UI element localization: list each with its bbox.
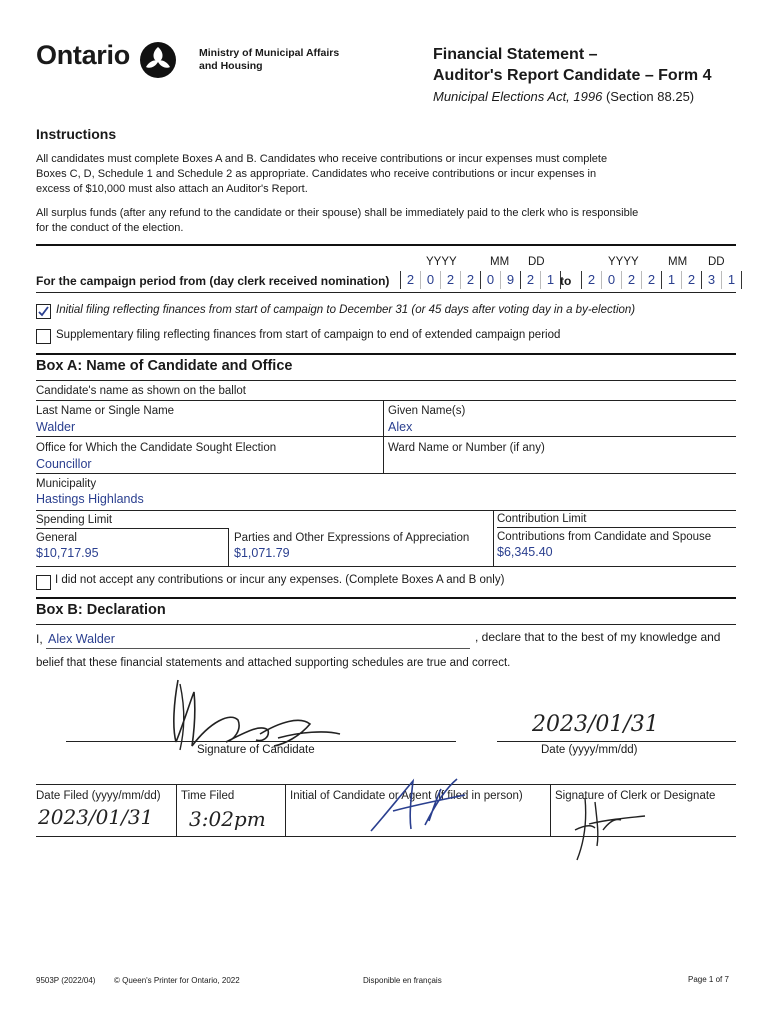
end-day-digit[interactable]: 1 [722,271,742,289]
start-year-digit[interactable]: 0 [421,271,441,289]
declaration-text: belief that these financial statements and attached supporting schedules are true and correct. [36,657,511,669]
text-line: for the conduct of the election. [36,222,184,234]
divider [36,292,736,293]
parties-label: Parties and Other Expressions of Appreciation [234,532,470,544]
date-line [497,741,736,742]
ministry-name [199,47,339,73]
ministry-line: and Housing [199,60,263,72]
divider [36,380,736,381]
divider [36,528,228,529]
instructions-heading: Instructions [36,126,117,142]
start-date-field[interactable] [400,271,561,289]
act-reference [433,89,694,104]
divider [36,836,736,837]
divider [36,436,736,437]
declaration-date-label: Date (yyyy/mm/dd) [541,744,638,756]
start-year-digit[interactable]: 2 [441,271,461,289]
act-section: (Section 88.25) [605,89,695,104]
divider [383,400,384,436]
box-b-heading: Box B: Declaration [36,602,166,618]
divider [493,510,494,566]
parties-limit-field[interactable]: $1,071.79 [234,546,290,560]
last-name-label: Last Name or Single Name [36,405,175,417]
spending-limit-label: Spending Limit [36,514,113,526]
clerk-signature-label: Signature of Clerk or Designate [555,790,716,802]
divider [36,353,736,355]
end-year-digit[interactable]: 2 [642,271,662,289]
yyyy-header: YYYY [608,256,639,268]
divider [36,566,736,567]
end-year-digit[interactable]: 2 [622,271,642,289]
start-day-digit[interactable]: 2 [521,271,541,289]
page-number: Page 1 of 7 [688,975,729,984]
divider [36,624,736,625]
divider [36,244,736,246]
clerk-signature[interactable] [565,790,655,865]
french-availability: Disponible en français [363,976,442,985]
end-month-digit[interactable]: 1 [662,271,682,289]
candidate-signature-label: Signature of Candidate [197,744,315,756]
copyright-notice: © Queen's Printer for Ontario, 2022 [114,976,240,985]
contrib-candidate-spouse-label: Contributions from Candidate and Spouse [497,531,712,543]
name-underline [46,648,470,649]
text-line: All candidates must complete Boxes A and B. Candidates who receive contributions or incur expenses must complete [36,153,608,165]
divider [550,784,551,836]
divider [383,436,384,473]
no-contributions-label: I did not accept any contributions or incur any expenses. (Complete Boxes A and B only) [55,574,505,586]
date-filed-field[interactable]: 2023/01/31 [38,805,154,829]
campaign-period-label: For the campaign period from (day clerk received nomination) [36,274,390,288]
end-year-digit[interactable]: 2 [582,271,602,289]
end-day-digit[interactable]: 3 [702,271,722,289]
divider [228,528,229,566]
declaration-date-field[interactable]: 2023/01/31 [532,712,659,737]
form-code: 9503P (2022/04) [36,976,96,985]
contribution-limit-label: Contribution Limit [497,513,587,525]
general-limit-field[interactable]: $10,717.95 [36,546,99,560]
divider [36,473,736,474]
divider [497,527,736,528]
given-name-field[interactable]: Alex [388,420,413,434]
mm-header: MM [490,256,510,268]
time-filed-label: Time Filed [181,790,235,802]
declaration-prefix: I, [36,632,43,646]
divider [36,510,736,511]
text-line: excess of $10,000 must also attach an Auditor's Report. [36,183,308,195]
signature-line [66,741,456,742]
trillium-logo-icon [138,40,178,80]
divider [285,784,286,836]
divider [36,597,736,599]
general-label: General [36,532,77,544]
end-month-digit[interactable]: 2 [682,271,702,289]
declarant-name-field[interactable]: Alex Walder [48,632,115,646]
office-field[interactable]: Councillor [36,457,92,471]
ward-field[interactable] [388,457,728,471]
initial-filing-checkbox[interactable] [36,304,51,319]
initial-filing-label: Initial filing reflecting finances from start of campaign to December 31 (or 45 days after voting day in a by-election) [56,304,636,316]
ministry-line: Ministry of Municipal Affairs [199,47,340,59]
time-filed-field[interactable]: 3:02pm [189,807,266,831]
divider [36,400,736,401]
start-month-digit[interactable]: 0 [481,271,501,289]
act-name: Municipal Elections Act, 1996 [433,89,603,104]
mm-header: MM [668,256,688,268]
checkbox-checked-icon [37,305,50,318]
ballot-name-note: Candidate's name as shown on the ballot [36,385,246,397]
declaration-text: , declare that to the best of my knowledge and [475,630,721,644]
initial-label: Initial of Candidate or Agent (if filed in person) [290,790,523,802]
date-filed-label: Date Filed (yyyy/mm/dd) [36,790,161,802]
supplementary-filing-checkbox[interactable] [36,329,51,344]
no-contributions-checkbox[interactable] [36,575,51,590]
divider [176,784,177,836]
start-year-digit[interactable]: 2 [401,271,421,289]
end-date-field[interactable] [581,271,742,289]
office-label: Office for Which the Candidate Sought Election [36,442,277,454]
instructions-para-2 [36,206,736,236]
start-day-digit[interactable]: 1 [541,271,561,289]
text-line: Boxes C, D, Schedule 1 and Schedule 2 as appropriate. Candidates who receive contributions or incur expenses in [36,168,597,180]
start-year-digit[interactable]: 2 [461,271,481,289]
form-title-line: Financial Statement – [433,46,598,63]
given-name-label: Given Name(s) [388,405,466,417]
ward-label: Ward Name or Number (if any) [388,442,545,454]
start-month-digit[interactable]: 9 [501,271,521,289]
dd-header: DD [528,256,545,268]
last-name-field[interactable]: Walder [36,420,76,434]
dd-header: DD [708,256,725,268]
form-title [433,44,712,86]
end-year-digit[interactable]: 0 [602,271,622,289]
supplementary-filing-label: Supplementary filing reflecting finances from start of campaign to end of extended campaign period [56,329,561,341]
municipality-label: Municipality [36,478,97,490]
box-a-heading: Box A: Name of Candidate and Office [36,358,293,374]
yyyy-header: YYYY [426,256,457,268]
instructions-para-1 [36,152,736,197]
ontario-wordmark: Ontario [36,40,130,70]
to-label: to [560,274,572,288]
contrib-candidate-spouse-field[interactable]: $6,345.40 [497,545,553,559]
candidate-initial-signature[interactable] [365,775,475,835]
form-title-line: Auditor's Report Candidate – Form 4 [433,67,712,84]
text-line: All surplus funds (after any refund to the candidate or their spouse) shall be immediately paid to the clerk who is responsible [36,207,639,219]
municipality-field[interactable]: Hastings Highlands [36,492,144,506]
